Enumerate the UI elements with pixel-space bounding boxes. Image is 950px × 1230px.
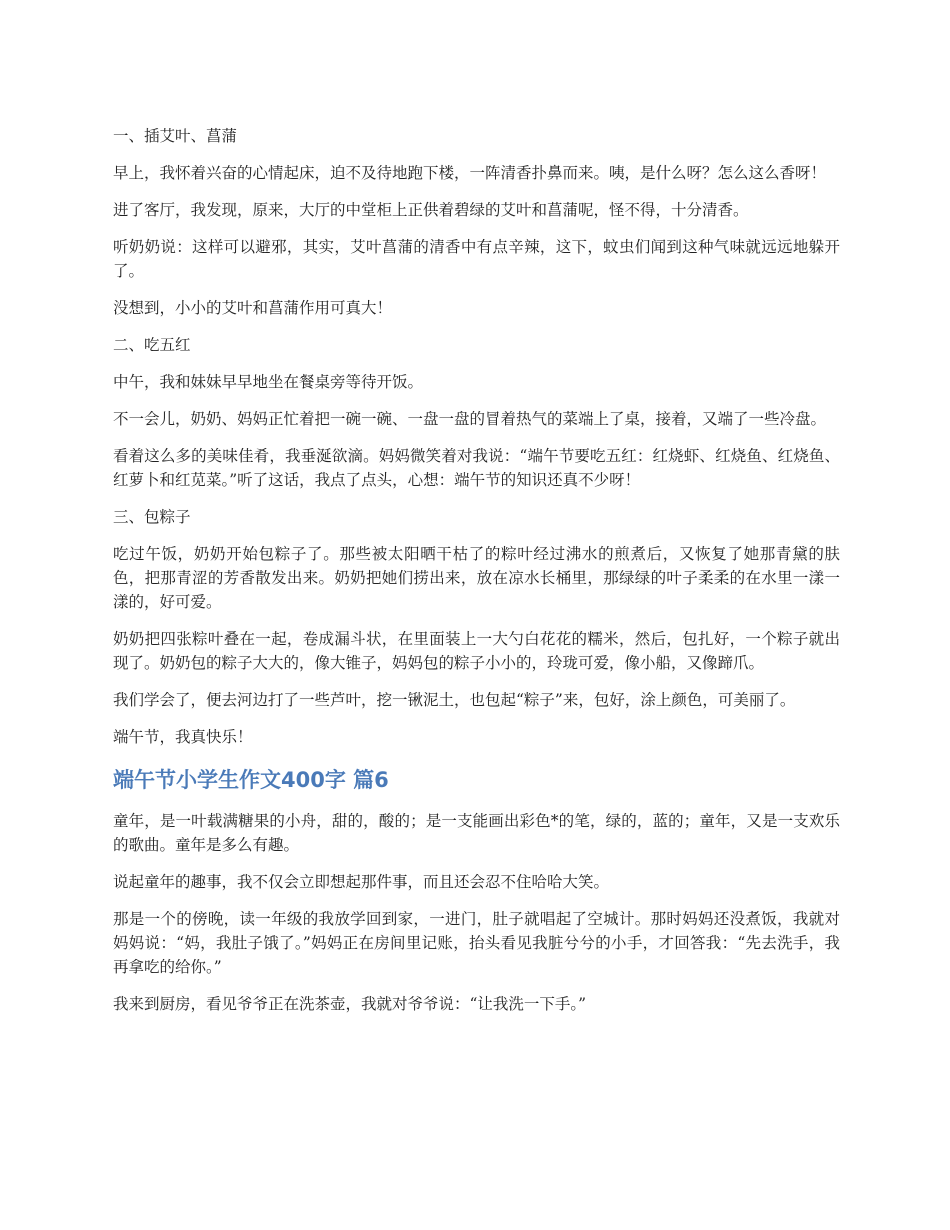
section-title-chiwuhong: 二、吃五红 [113, 336, 191, 354]
paragraph: 没想到，小小的艾叶和菖蒲作用可真大！ [113, 299, 393, 317]
paragraph: 童年，是一叶载满糖果的小舟，甜的，酸的；是一支能画出彩色*的笔，绿的，蓝的；童年，又是一支欢乐的歌曲。童年是多么有趣。 [113, 812, 840, 854]
section-title-chayaye: 一、插艾叶、菖蒲 [113, 127, 238, 145]
paragraph: 中午，我和妹妹早早地坐在餐桌旁等待开饭。 [113, 373, 424, 391]
document-body [113, 124, 840, 1029]
paragraph: 我来到厨房，看见爷爷正在洗茶壶，我就对爷爷说：“让我洗一下手。” [113, 995, 587, 1013]
paragraph: 端午节，我真快乐！ [113, 728, 253, 746]
paragraph: 我们学会了，便去河边打了一些芦叶，挖一锹泥土，也包起“粽子”来，包好，涂上颜色，可美丽了。 [113, 691, 796, 709]
essay-heading: 端午节小学生作文400字 篇6 [113, 768, 389, 792]
paragraph: 进了客厅，我发现，原来，大厅的中堂柜上正供着碧绿的艾叶和菖蒲呢，怪不得，十分清香。 [113, 201, 749, 219]
paragraph: 不一会儿，奶奶、妈妈正忙着把一碗一碗、一盘一盘的冒着热气的菜端上了桌，接着，又端了一些冷盘。 [113, 410, 827, 428]
paragraph: 说起童年的趣事，我不仅会立即想起那件事，而且还会忍不住哈哈大笑。 [113, 873, 610, 891]
paragraph: 奶奶把四张粽叶叠在一起，卷成漏斗状，在里面装上一大勺白花花的糯米，然后，包扎好，一个粽子就出现了。奶奶包的粽子大大的，像大锥子，妈妈包的粽子小小的，玲珑可爱，像小船，又像蹄爪。 [113, 630, 840, 672]
section-title-baozongzi: 三、包粽子 [113, 508, 191, 526]
paragraph: 听奶奶说：这样可以避邪，其实，艾叶菖蒲的清香中有点辛辣，这下，蚊虫们闻到这种气味就远远地躲开了。 [113, 238, 840, 280]
paragraph: 早上，我怀着兴奋的心情起床，迫不及待地跑下楼，一阵清香扑鼻而来。咦，是什么呀？怎么这么香呀！ [113, 164, 827, 182]
paragraph: 吃过午饭，奶奶开始包粽子了。那些被太阳晒干枯了的粽叶经过沸水的煎煮后，又恢复了她那青黛的肤色，把那青涩的芳香散发出来。奶奶把她们捞出来，放在凉水长桶里，那绿绿的叶子柔柔的在水里一漾一漾的，好可爱。 [113, 545, 840, 611]
paragraph: 那是一个的傍晚，读一年级的我放学回到家，一进门，肚子就唱起了空城计。那时妈妈还没煮饭，我就对妈妈说：“妈，我肚子饿了。”妈妈正在房间里记账，抬头看见我脏兮兮的小手，才回答我：“先去洗手，我再拿吃的给你。” [113, 910, 840, 976]
paragraph: 看着这么多的美味佳肴，我垂涎欲滴。妈妈微笑着对我说：“端午节要吃五红：红烧虾、红烧鱼、红烧鱼、红萝卜和红苋菜。”听了这话，我点了点头，心想：端午节的知识还真不少呀！ [113, 447, 840, 489]
